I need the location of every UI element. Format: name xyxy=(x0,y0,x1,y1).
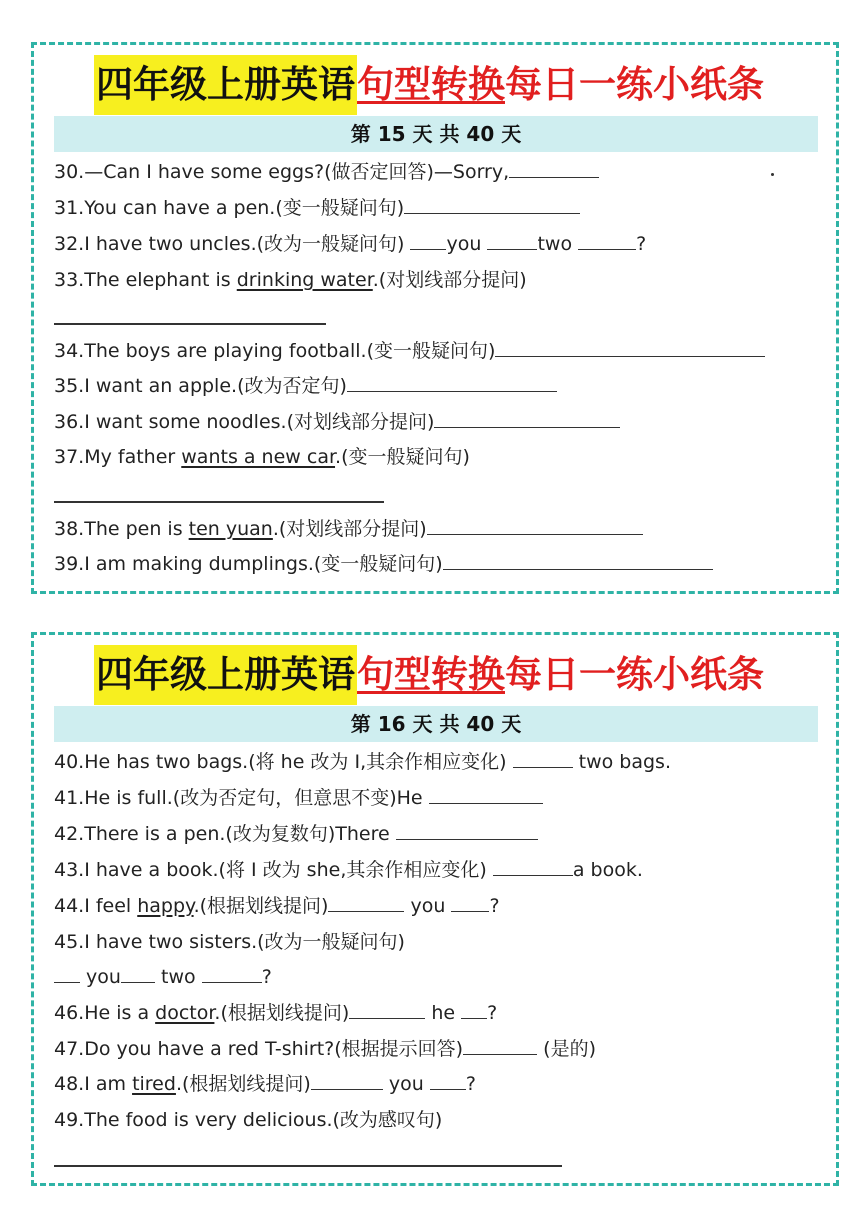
answer-blank[interactable] xyxy=(404,194,580,214)
answer-blank[interactable] xyxy=(328,892,404,912)
answer-line-33[interactable] xyxy=(54,323,326,325)
stray-dot xyxy=(771,173,774,176)
answer-blank[interactable] xyxy=(461,999,487,1019)
card-title xyxy=(94,645,764,705)
title-red-underlined: 句型转换 xyxy=(357,653,505,696)
answer-blank[interactable] xyxy=(513,748,573,768)
underlined-phrase: tired xyxy=(132,1073,176,1095)
answer-line-49[interactable] xyxy=(54,1165,562,1167)
answer-blank[interactable] xyxy=(430,1070,466,1090)
answer-blank[interactable] xyxy=(429,784,543,804)
question-42: 42.There is a pen.(改为复数句)There xyxy=(54,819,538,849)
day-counter: 第 16 天 共 40 天 xyxy=(54,706,818,742)
answer-blank[interactable] xyxy=(495,337,765,357)
answer-blank[interactable] xyxy=(410,230,446,250)
answer-blank[interactable] xyxy=(578,230,636,250)
answer-blank[interactable] xyxy=(427,515,643,535)
answer-blank[interactable] xyxy=(54,963,80,983)
underlined-phrase: happy xyxy=(137,895,194,917)
answer-blank[interactable] xyxy=(493,856,573,876)
answer-blank[interactable] xyxy=(463,1035,537,1055)
question-40: 40.He has two bags.(将 he 改为 I,其余作相应变化) two bags. xyxy=(54,747,671,777)
card-title xyxy=(94,55,764,115)
worksheet-card-day-16 xyxy=(31,632,839,1186)
question-41: 41.He is full.(改为否定句，但意思不变)He xyxy=(54,783,543,813)
day-counter: 第 15 天 共 40 天 xyxy=(54,116,818,152)
question-43: 43.I have a book.(将 I 改为 she,其余作相应变化) a book. xyxy=(54,855,643,885)
title-red-rest: 每日一练小纸条 xyxy=(505,63,764,106)
worksheet-card-day-15 xyxy=(31,42,839,594)
title-red xyxy=(357,645,764,705)
answer-blank[interactable] xyxy=(443,550,713,570)
question-35: 35.I want an apple.(改为否定句) xyxy=(54,371,557,401)
answer-blank[interactable] xyxy=(347,372,557,392)
question-46: 46.He is a doctor.(根据划线提问) he ? xyxy=(54,998,497,1028)
answer-blank[interactable] xyxy=(311,1070,383,1090)
answer-blank[interactable] xyxy=(121,963,155,983)
question-33: 33.The elephant is drinking water.(对划线部分提问) xyxy=(54,269,527,291)
question-32: 32.I have two uncles.(改为一般疑问句) you two ? xyxy=(54,229,646,259)
title-red-rest: 每日一练小纸条 xyxy=(505,653,764,696)
underlined-phrase: drinking water xyxy=(236,269,373,291)
question-39: 39.I am making dumplings.(变一般疑问句) xyxy=(54,549,713,579)
question-48: 48.I am tired.(根据划线提问) you ? xyxy=(54,1069,476,1099)
underlined-phrase: wants a new car xyxy=(181,446,336,468)
answer-blank[interactable] xyxy=(509,158,599,178)
question-31: 31.You can have a pen.(变一般疑问句) xyxy=(54,193,580,223)
question-37: 37.My father wants a new car.(变一般疑问句) xyxy=(54,446,470,468)
question-44: 44.I feel happy.(根据划线提问) you ? xyxy=(54,891,500,921)
answer-blank[interactable] xyxy=(396,820,538,840)
underlined-phrase: ten yuan xyxy=(188,518,273,540)
title-highlighted: 四年级上册英语 xyxy=(94,645,357,705)
answer-blank[interactable] xyxy=(349,999,425,1019)
question-30: 30.—Can I have some eggs?(做否定回答)—Sorry, xyxy=(54,157,599,187)
question-36: 36.I want some noodles.(对划线部分提问) xyxy=(54,407,620,437)
question-49: 49.The food is very delicious.(改为感叹句) xyxy=(54,1109,443,1131)
title-red-underlined: 句型转换 xyxy=(357,63,505,106)
answer-blank[interactable] xyxy=(451,892,489,912)
underlined-phrase: doctor xyxy=(155,1002,215,1024)
answer-blank[interactable] xyxy=(434,408,620,428)
question-34: 34.The boys are playing football.(变一般疑问句) xyxy=(54,336,765,366)
title-red xyxy=(357,55,764,115)
question-38: 38.The pen is ten yuan.(对划线部分提问) xyxy=(54,514,643,544)
title-highlighted: 四年级上册英语 xyxy=(94,55,357,115)
question-45: 45.I have two sisters.(改为一般疑问句) xyxy=(54,931,405,953)
question-47: 47.Do you have a red T-shirt?(根据提示回答) (是的) xyxy=(54,1034,596,1064)
question-45-answer-row: you two ? xyxy=(54,962,272,992)
answer-blank[interactable] xyxy=(202,963,262,983)
answer-line-37[interactable] xyxy=(54,501,384,503)
answer-blank[interactable] xyxy=(487,230,537,250)
